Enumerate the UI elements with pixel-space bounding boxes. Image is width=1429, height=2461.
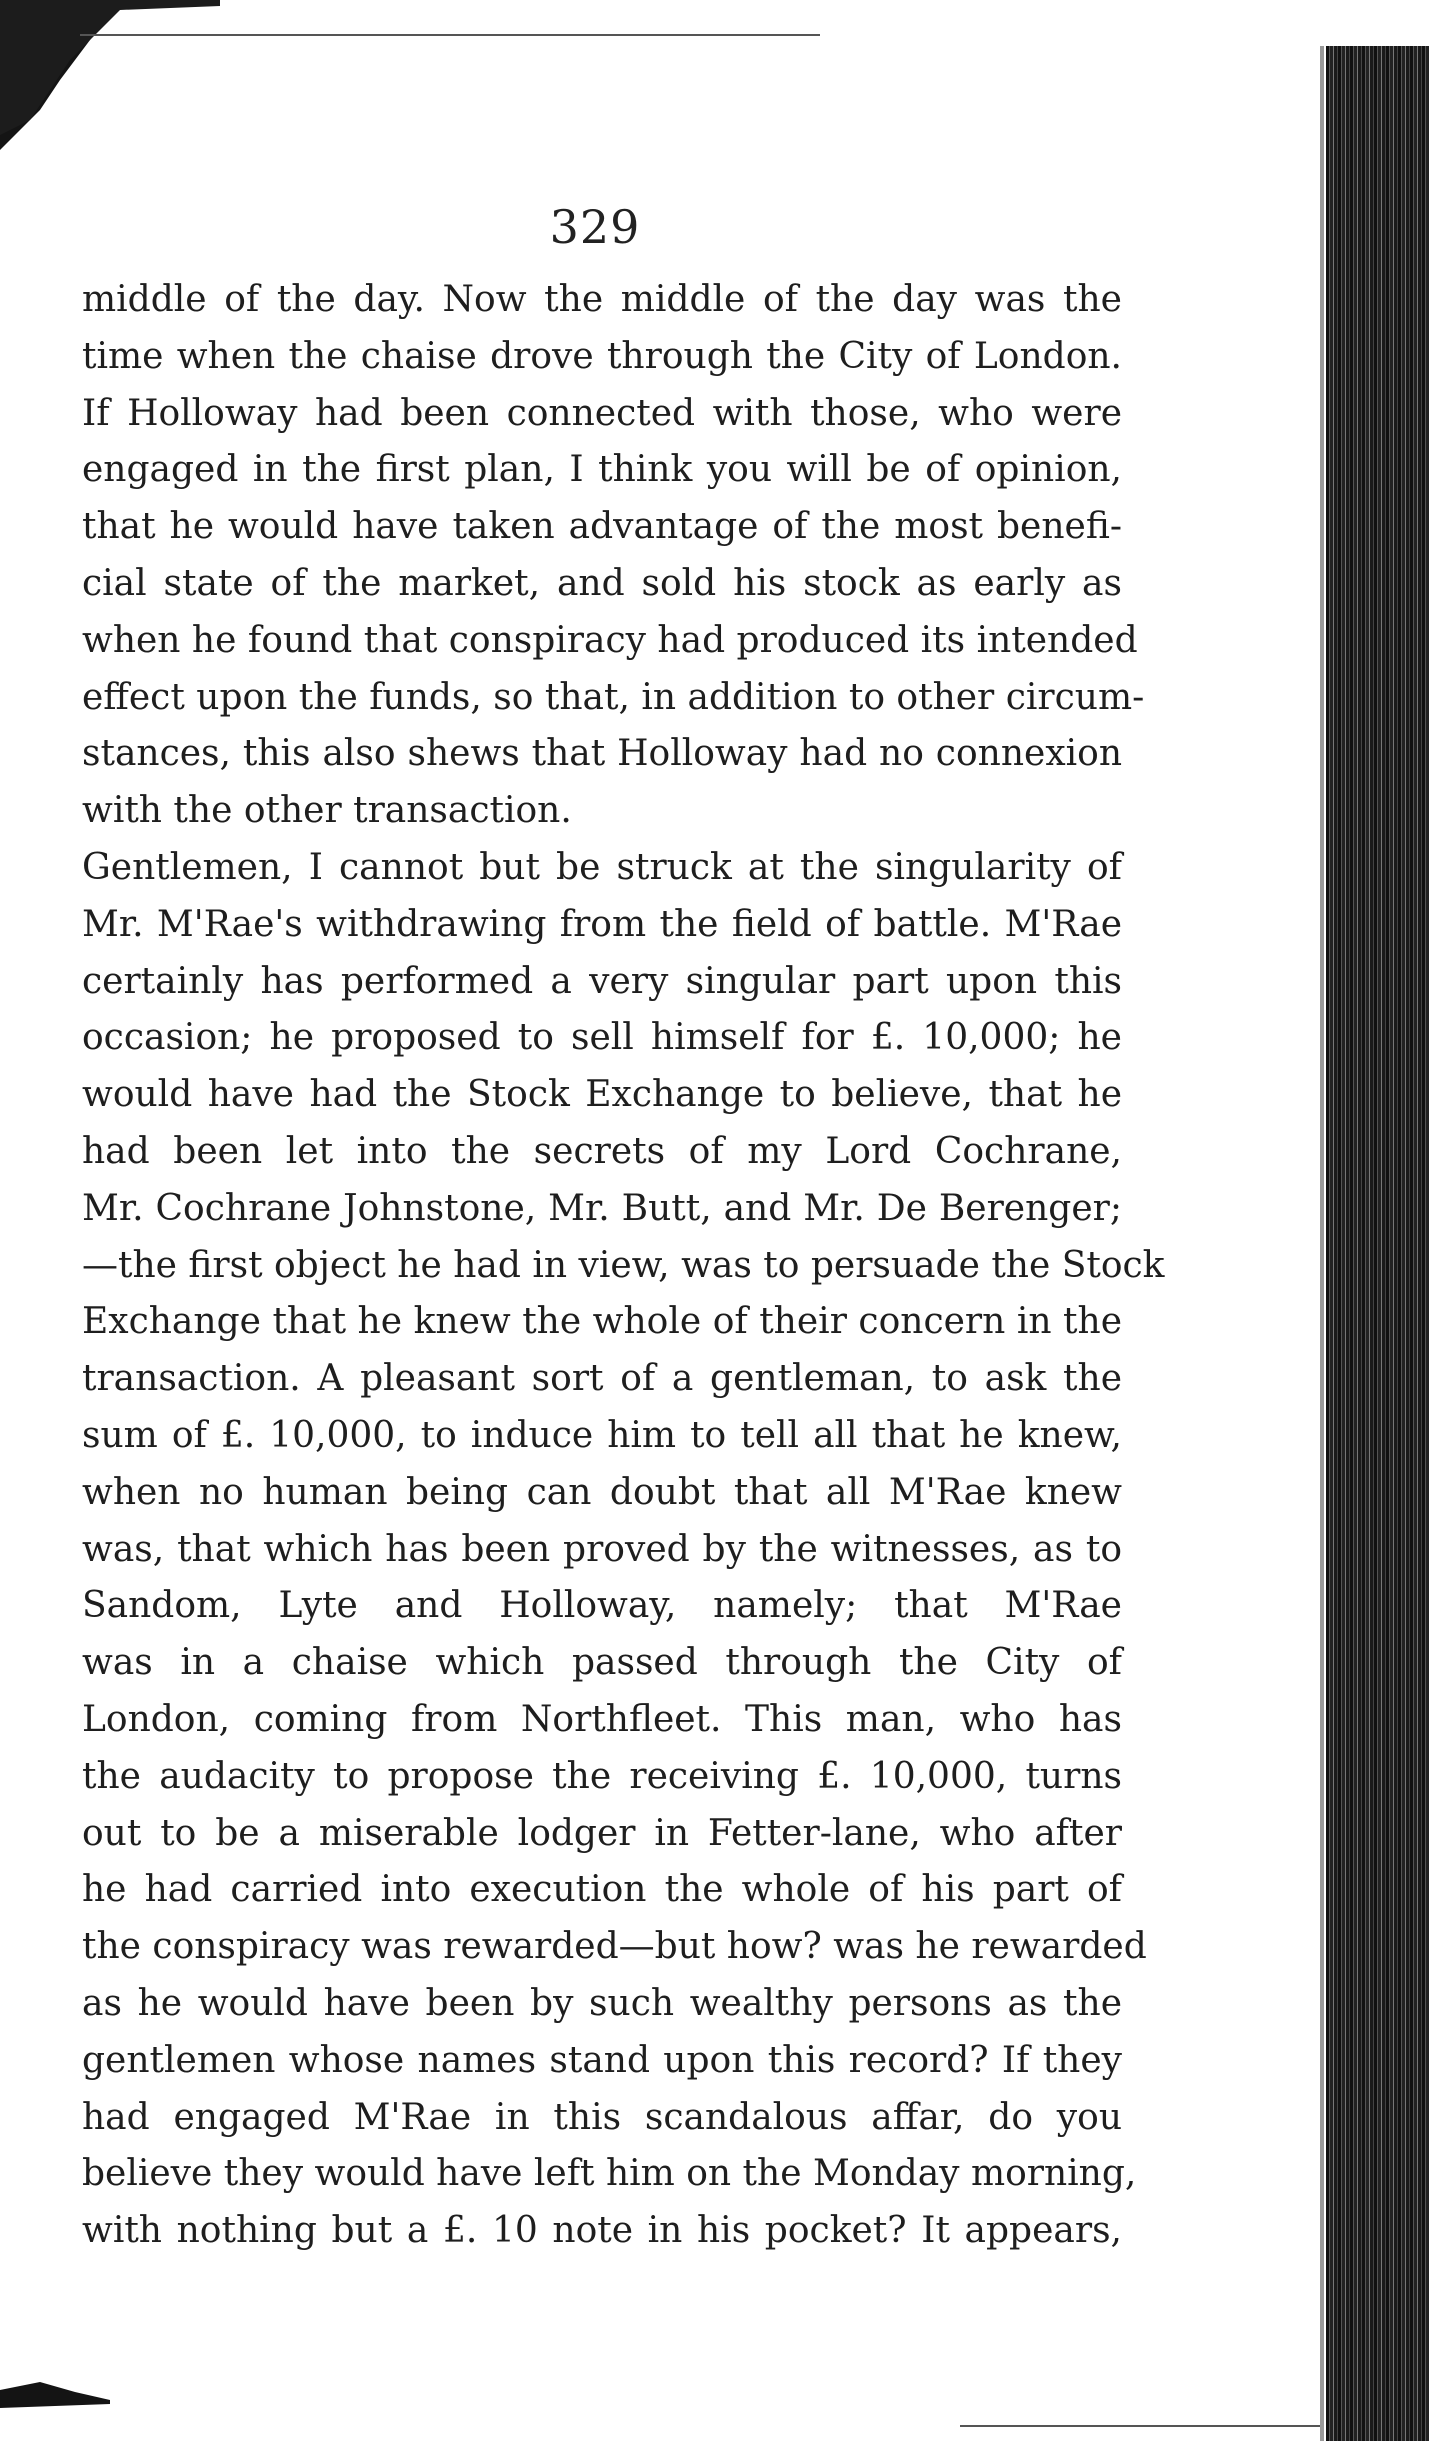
text-line: If Holloway had been connected with those, who were <box>82 392 1122 434</box>
text-line: stances, this also shews that Holloway had no connexion <box>82 733 1122 775</box>
text-line: with nothing but a £. 10 note in his pocket? It appears, <box>82 2210 1122 2252</box>
text-line: the audacity to propose the receiving £. 10,000, turns <box>82 1755 1122 1797</box>
text-line: sum of £. 10,000, to induce him to tell all that he knew, <box>82 1414 1122 1456</box>
text-line: that he would have taken advantage of the most benefi- <box>82 506 1122 548</box>
binding-edge <box>1320 46 1324 2441</box>
text-line: London, coming from Northfleet. This man, who has <box>82 1698 1122 1740</box>
text-line: gentlemen whose names stand upon this record? If they <box>82 2039 1122 2081</box>
body-text <box>82 272 1165 2260</box>
page-top-edge <box>80 34 820 36</box>
text-line: effect upon the funds, so that, in addition to other circum- <box>82 676 1145 718</box>
text-line: time when the chaise drove through the City of London. <box>82 335 1122 377</box>
scan-corner-shadow-top <box>0 0 220 150</box>
paragraph-2 <box>82 840 1165 2260</box>
text-line: had engaged M'Rae in this scandalous affar, do you <box>82 2096 1122 2138</box>
text-line: as he would have been by such wealthy persons as the <box>82 1982 1122 2024</box>
text-line: cial state of the market, and sold his stock as early as <box>82 562 1122 604</box>
text-line: Gentlemen, I cannot but be struck at the singularity of <box>82 846 1122 888</box>
text-line: out to be a miserable lodger in Fetter-lane, who after <box>82 1812 1122 1854</box>
text-line: Sandom, Lyte and Holloway, namely; that M'Rae <box>82 1585 1122 1627</box>
page-number: 329 <box>549 200 641 254</box>
paragraph-1 <box>82 272 1145 840</box>
text-line: the conspiracy was rewarded—but how? was he rewarded <box>82 1926 1147 1968</box>
text-line: certainly has performed a very singular part upon this <box>82 960 1122 1002</box>
text-line: Mr. M'Rae's withdrawing from the field of battle. M'Rae <box>82 903 1122 945</box>
text-line: believe they would have left him on the Monday morning, <box>82 2153 1137 2195</box>
text-line: when he found that conspiracy had produced its intended <box>82 619 1138 661</box>
page-bottom-edge <box>960 2425 1320 2427</box>
text-line: had been let into the secrets of my Lord Cochrane, <box>82 1130 1122 1172</box>
text-line: when no human being can doubt that all M'Rae knew <box>82 1471 1122 1513</box>
scan-corner-shadow-bottom <box>0 2360 110 2410</box>
book-binding-gutter <box>1326 46 1429 2441</box>
text-line: occasion; he proposed to sell himself for £. 10,000; he <box>82 1017 1122 1059</box>
text-line: engaged in the first plan, I think you will be of opinion, <box>82 449 1122 491</box>
text-line: —the first object he had in view, was to persuade the Stock <box>82 1244 1165 1286</box>
text-line: Mr. Cochrane Johnstone, Mr. Butt, and Mr. De Berenger; <box>82 1187 1122 1229</box>
text-line: transaction. A pleasant sort of a gentleman, to ask the <box>82 1358 1122 1400</box>
text-line: was in a chaise which passed through the City of <box>82 1642 1122 1684</box>
text-line: would have had the Stock Exchange to believe, that he <box>82 1074 1122 1116</box>
text-line: middle of the day. Now the middle of the day was the <box>82 279 1122 320</box>
text-line: he had carried into execution the whole of his part of <box>82 1869 1122 1911</box>
text-line: was, that which has been proved by the witnesses, as to <box>82 1528 1122 1570</box>
text-line: Exchange that he knew the whole of their concern in the <box>82 1301 1122 1343</box>
text-line: with the other transaction. <box>82 790 572 832</box>
